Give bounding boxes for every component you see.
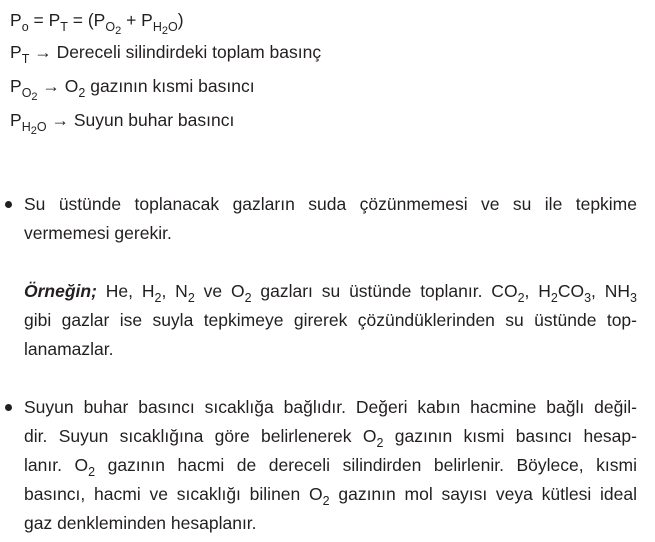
paragraph-line: Su üstünde toplanacak gazların suda çözünmemesi ve su ile tepkime [24, 194, 637, 214]
formula-o2-pressure: $P_{O2} \to O_2$ gazının kısmi basıncı [10, 76, 255, 103]
paragraph-line: gibi gazlar ise suyla tepkimeye girerek çözündüklerinden su üstünde top- [24, 310, 637, 330]
bullet-paragraph-2 [24, 393, 637, 538]
paragraph-line: gaz denkleminden hesaplanır. [24, 513, 257, 533]
formula-total-pressure: $P_T$ → Dereceli silindirdeki toplam basınç [10, 42, 322, 66]
bullet-paragraph-1 [24, 190, 637, 248]
formula-water-vapor-pressure: $P_{H2O}$ → Suyun buhar basıncı [10, 110, 235, 137]
bullet-dot [5, 201, 12, 208]
paragraph-line: Örneğin; He, $H_2$, $N_2$ ve $O_2$ gazları su üstünde toplanır. $CO_2$, $H_2CO_3$, $NH_3$ [24, 281, 637, 305]
paragraph-line: lanır. $O_2$ gazının hacmi de dereceli silindirden belirlenir. Böylece, kısmi [24, 455, 637, 479]
paragraph-line: dir. Suyun sıcaklığına göre belirlenerek $O_2$ gazının kısmi basıncı hesap- [24, 426, 637, 450]
example-paragraph [24, 277, 637, 364]
paragraph-line: lanamazlar. [24, 339, 114, 359]
formula-pressure-sum: $P_o = P_T = (P_{O2} + P_{H2O})$ [10, 10, 184, 37]
paragraph-line: vermemesi gerekir. [24, 223, 172, 243]
paragraph-line: Suyun buhar basıncı sıcaklığa bağlıdır. Değeri kabın hacmine bağlı değil- [24, 397, 637, 417]
example-label: Örneğin; [24, 281, 97, 301]
paragraph-line: basıncı, hacmi ve sıcaklığı bilinen $O_2$ gazının mol sayısı veya kütlesi ideal [24, 484, 637, 508]
bullet-dot [5, 404, 12, 411]
